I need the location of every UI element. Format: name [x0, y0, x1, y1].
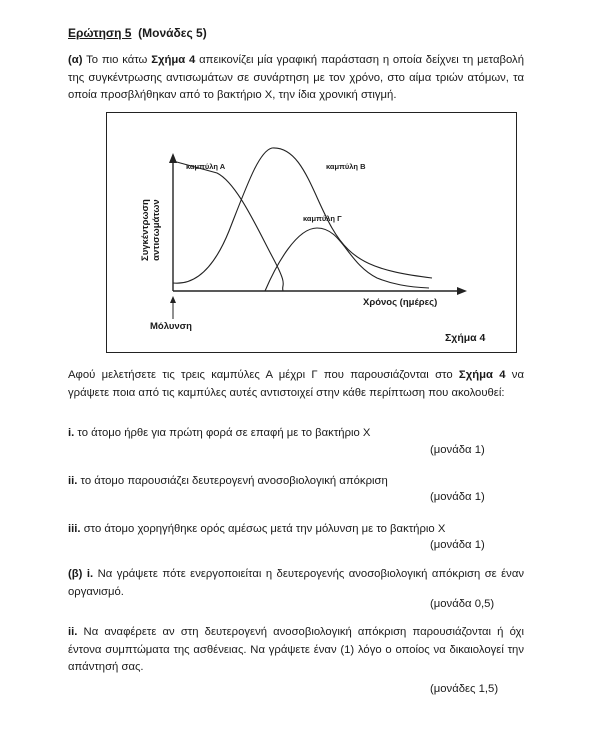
curve-a-label: καμπύλη Α — [186, 162, 226, 171]
item-iii-number: iii. — [68, 523, 81, 535]
instruction-figure-reference: Σχήμα 4 — [458, 369, 506, 381]
item-i-text: το άτομο ήρθε για πρώτη φορά σε επαφή με το βακτήριο Χ — [74, 427, 371, 439]
part-b-ii-label: ii. — [68, 626, 78, 638]
part-b-ii-text: Να αναφέρετε αν στη δευτερογενή ανοσοβιολογική απόκριση παρουσιάζονται ή όχι έντονα συμπτώματα της ασθένειας. Να γράψετε έναν (1) λόγο ο οποίος να δικαιολογεί την απάντησή σας. — [68, 626, 524, 673]
y-axis-label-line1: Συγκέντρωση — [140, 199, 151, 261]
question-heading — [68, 26, 207, 40]
curve-b-label: καμπύλη Β — [326, 162, 366, 171]
part-a-label: (α) — [68, 54, 83, 66]
x-axis-label: Χρόνος (ημέρες) — [363, 297, 438, 308]
item-iii — [68, 521, 524, 539]
curve-c-label: καμπύλη Γ — [303, 214, 342, 223]
part-b-ii-points: (μονάδες 1,5) — [430, 683, 499, 695]
part-a-text-cont: απεικονίζει μία γραφική παράσταση η οποία δείχνει τη μεταβολή της συγκέντρωσης αντισωμάτων σε συνάρτηση με τον χρόνο, στο αίμα τριών ατόμων, τα οποία προσβλήθηκαν από το βακτήριο Χ, την ίδια χρονική στιγμή. — [68, 54, 524, 101]
infection-arrow-head — [170, 296, 176, 303]
item-ii-number: ii. — [68, 475, 78, 487]
figure-caption: Σχήμα 4 — [445, 332, 486, 344]
y-axis-label-line2: αντισωμάτων — [151, 199, 162, 261]
item-i — [68, 425, 524, 443]
item-i-points: (μονάδα 1) — [430, 444, 485, 456]
part-b-ii — [68, 624, 524, 677]
item-ii-points: (μονάδα 1) — [430, 491, 485, 503]
part-b-i-text: Να γράψετε πότε ενεργοποιείται η δευτερογενής ανοσοβιολογική απόκριση σε έναν οργανισμό. — [68, 568, 525, 598]
curve-a — [173, 161, 283, 291]
figure-reference: Σχήμα 4 — [151, 54, 196, 66]
part-b-i-label: (β) i. — [68, 568, 94, 580]
antibody-chart — [107, 113, 518, 354]
part-b-i — [68, 566, 524, 601]
item-ii — [68, 473, 524, 491]
curve-c — [265, 228, 429, 291]
x-axis-arrow — [457, 287, 467, 295]
part-b-i-points: (μονάδα 0,5) — [430, 598, 495, 610]
instruction-text-cont: να γράψετε ποια από τις καμπύλες αυτές αντιστοιχεί στην κάθε περίπτωση που ακολουθεί: — [68, 369, 524, 399]
part-a-text: Το πιο κάτω — [82, 54, 152, 66]
instruction-text: Αφού μελετήσετε τις τρεις καμπύλες Α μέχρι Γ που παρουσιάζονται στο — [68, 369, 459, 381]
item-ii-text: το άτομο παρουσιάζει δευτερογενή ανοσοβιολογική απόκριση — [77, 475, 388, 487]
question-number: Ερώτηση 5 — [68, 26, 132, 40]
part-a-paragraph — [68, 52, 524, 105]
instruction-paragraph — [68, 367, 524, 402]
item-i-number: i. — [68, 427, 75, 439]
infection-label: Μόλυνση — [150, 321, 192, 332]
item-iii-text: στο άτομο χορηγήθηκε ορός αμέσως μετά την μόλυνση με το βακτήριο Χ — [80, 523, 446, 535]
y-axis-label — [140, 199, 162, 261]
item-iii-points: (μονάδα 1) — [430, 539, 485, 551]
figure-4 — [106, 112, 517, 353]
question-points: (Μονάδες 5) — [138, 26, 207, 40]
